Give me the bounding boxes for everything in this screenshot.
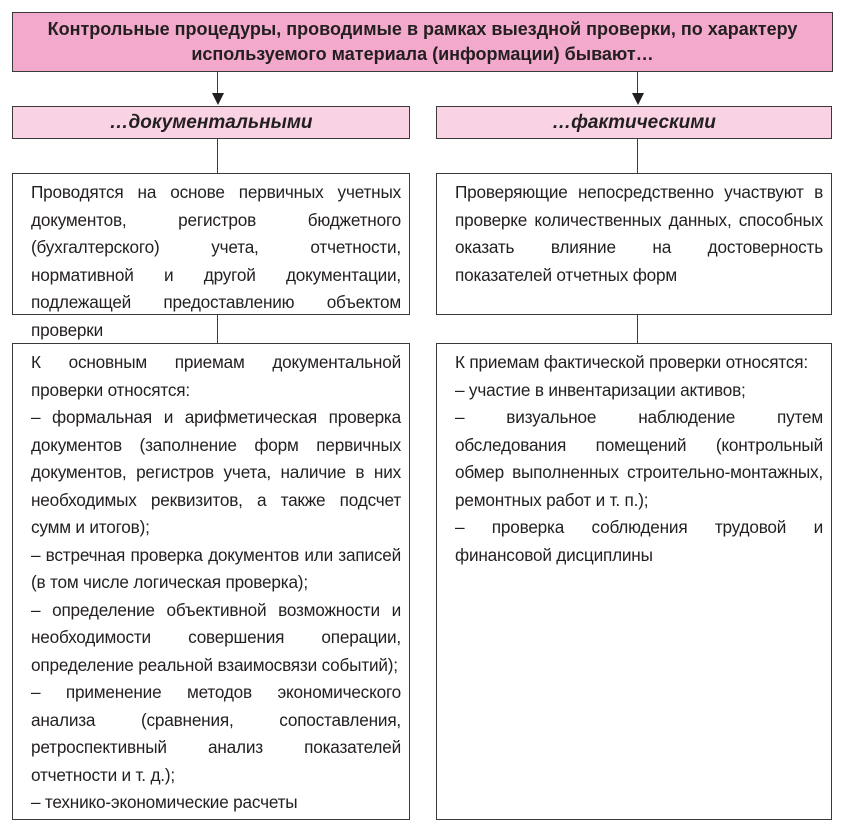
title-line-1: Контрольные процедуры, проводимые в рамках выездной проверки, по характеру [47, 19, 798, 39]
documentary-description [12, 173, 410, 340]
arrow-down-icon [632, 93, 644, 105]
list-item: – проверка соблюдения трудовой и финансовой дисциплины [455, 517, 823, 565]
category-factual-label: …фактическими [552, 111, 716, 133]
factual-methods [436, 343, 832, 820]
documentary-methods-intro: К основным приемам документальной проверки относятся: [31, 352, 401, 400]
connector-desc-meth-right [637, 315, 638, 343]
connector-cat-desc-right [637, 139, 638, 173]
category-documentary [12, 106, 410, 139]
category-factual [436, 106, 832, 139]
arrow-down-icon [212, 93, 224, 105]
connector-title-right [637, 72, 638, 93]
factual-description-text: Проверяющие непосредственно участвуют в проверке количественных данных, способных оказать влияние на достоверность показателей отчетных форм [455, 182, 823, 285]
list-item: – участие в инвентаризации активов; [455, 379, 746, 400]
list-item: – определение объективной возможности и необходимости совершения операции, определение реальной взаимосвязи событий); [31, 599, 401, 675]
list-item: – технико-экономические расчеты [31, 792, 298, 812]
diagram-title [12, 12, 833, 72]
list-item: – применение методов экономического анализа (сравнения, сопоставления, ретроспективный анализ показателей отчетности и т. д.); [31, 682, 401, 785]
list-item: – формальная и арифметическая проверка документов (заполнение форм первичных документов, регистров учета, наличие в них необходимых реквизитов, а также подсчет сумм и итогов); [31, 407, 401, 537]
documentary-description-text: Проводятся на основе первичных учетных документов, регистров бюджетного (бухгалтерского) учета, отчетности, нормативной и другой документации, подлежащей предоставлению объектом проверки [31, 182, 401, 340]
factual-methods-intro: К приемам фактической проверки относятся: [455, 352, 808, 372]
documentary-methods [12, 343, 410, 820]
connector-cat-desc-left [217, 139, 218, 173]
category-documentary-label: …документальными [109, 111, 313, 133]
list-item: – визуальное наблюдение путем обследования помещений (контрольный обмер выполненных строительно-монтажных, ремонтных работ и т. п.); [455, 407, 823, 510]
list-item: – встречная проверка документов или записей (в том числе логическая проверка); [31, 544, 401, 592]
factual-description [436, 173, 832, 315]
title-line-2: используемого материала (информации) бывают… [191, 44, 654, 64]
connector-title-left [217, 72, 218, 93]
